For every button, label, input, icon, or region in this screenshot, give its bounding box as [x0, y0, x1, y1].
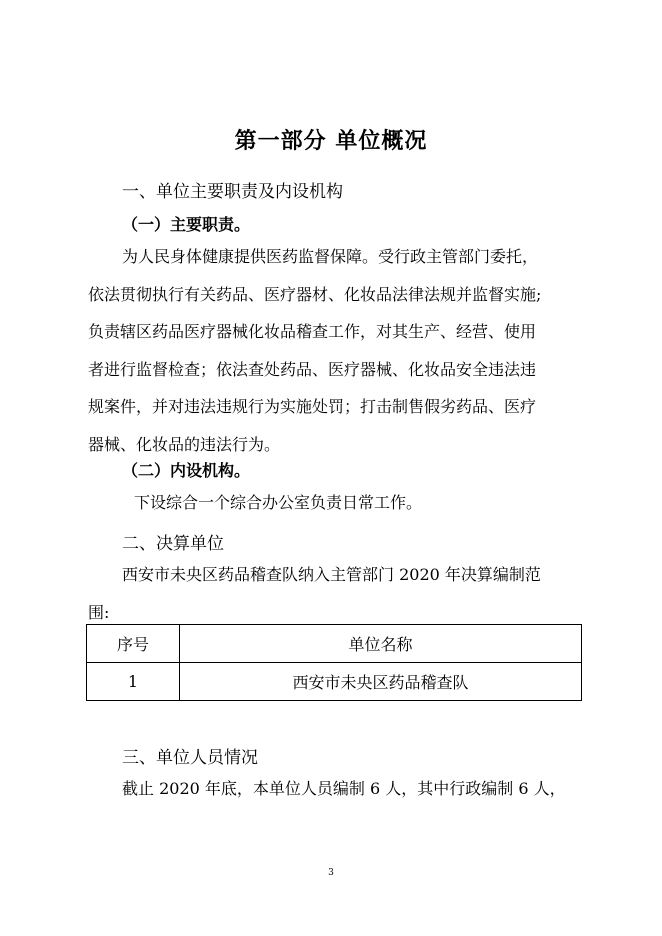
- scope-line-2: 围:: [88, 602, 110, 622]
- header-unit-name: 单位名称: [180, 625, 582, 663]
- page-number: 3: [328, 868, 334, 878]
- section1-sub1-heading: （一）主要职责。: [122, 215, 251, 234]
- duties-paragraph: [88, 238, 576, 464]
- table-header-row: [87, 625, 582, 663]
- section3-heading: 三、单位人员情况: [122, 748, 258, 768]
- duties-line-2: 依法贯彻执行有关药品、医疗器材、化妆品法律法规并监督实施;: [88, 284, 542, 304]
- staffing-text: 截止 2020 年底，本单位人员编制 6 人，其中行政编制 6 人，: [122, 779, 566, 798]
- table-row: [87, 663, 582, 701]
- duties-line-4: 者进行监督检查；依法查处药品、医疗器械、化妆品安全违法违: [88, 359, 537, 379]
- duties-line-1: 为人民身体健康提供医药监督保障。受行政主管部门委托，: [122, 247, 539, 266]
- scope-line-1: 西安市未央区药品稽查队纳入主管部门 2020 年决算编制范: [122, 565, 541, 584]
- page-title: 第一部分 单位概况: [234, 128, 428, 154]
- units-table: [86, 624, 582, 701]
- internal-structure-text: 下设综合一个综合办公室负责日常工作。: [134, 493, 423, 512]
- duties-line-6: 器械、化妆品的违法行为。: [88, 434, 281, 454]
- scope-paragraph: [88, 556, 576, 631]
- cell-unit-name: 西安市未央区药品稽查队: [180, 663, 582, 701]
- header-seq: 序号: [87, 625, 180, 663]
- section2-heading: 二、决算单位: [122, 534, 224, 554]
- section1-heading: 一、单位主要职责及内设机构: [122, 182, 343, 202]
- duties-line-5: 规案件，并对违法违规行为实施处罚；打击制售假劣药品、医疗: [88, 397, 537, 417]
- cell-seq: 1: [87, 663, 180, 701]
- section1-sub2-heading: （二）内设机构。: [122, 461, 251, 480]
- duties-line-3: 负责辖区药品医疗器械化妆品稽查工作，对其生产、经营、使用: [88, 322, 537, 342]
